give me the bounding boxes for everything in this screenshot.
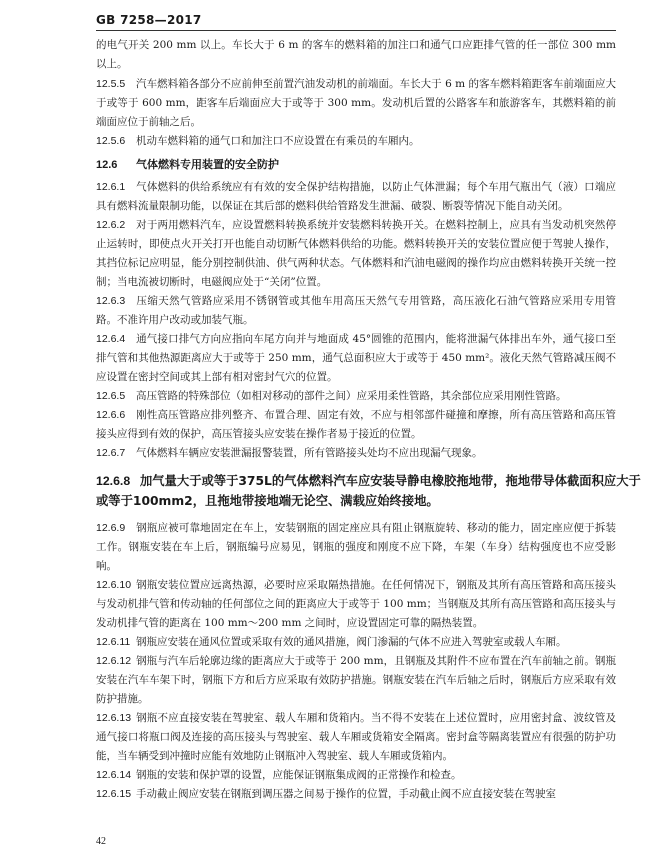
clause-text: 钢瓶应安装在通风位置或采取有效的通风措施，阀门渗漏的气体不应进入驾驶室或载人车厢。 [136,636,567,648]
clause-number: 12.6.2 [96,219,126,231]
clause-number: 12.6.13 [96,712,132,724]
document-body [96,36,641,804]
clause-number: 12.6.7 [96,447,126,459]
clause-number: 12.6.11 [96,636,131,648]
clause-number: 12.6.8 [96,474,131,488]
clause [96,387,616,406]
clause [96,178,616,216]
clause-text: 汽车燃料箱各部分不应前伸至前置汽油发动机的前端面。车长大于 6 m 的客车燃料箱距客车前端面应大于或等于 600 mm，距客车后端面应大于或等于 300 mm。发动机后置的公路客车和旅游客车，其燃料箱的前端面应位于前轴之后。 [96,78,616,128]
clauses-12-5 [96,75,616,151]
clause [96,444,616,463]
clause-text: 加气量大于或等于375L的气体燃料汽车应安装导静电橡胶拖地带，拖地带导体截面积应大于或等于100mm2，且拖地带接地端无论空、满载应始终接地。 [96,474,641,508]
clause-number: 12.5.6 [96,135,126,147]
clause-number: 12.6.10 [96,579,132,591]
clauses-12-6-b [96,519,616,804]
clause-highlighted [96,471,644,511]
section-number: 12.6 [96,159,118,171]
page-number: 42 [96,836,106,847]
clause-text: 气体燃料车辆应安装泄漏报警装置，所有管路接头处均不应出现漏气现象。 [136,447,483,459]
clause-number: 12.6.5 [96,390,126,402]
clause-text: 钢瓶不应直接安装在驾驶室、载人车厢和货箱内。当不得不安装在上述位置时，应用密封盒、波纹管及通气接口将瓶口阀及连接的高压接头与驾驶室、载人车厢或货箱安全隔离。密封盒等隔离装置应有很强的防护功能，当车辆受到冲撞时应能有效地防止钢瓶冲入驾驶室、载人车厢或货箱内。 [96,712,616,762]
clause-text: 压缩天然气管路应采用不锈钢管或其他车用高压天然气专用管路，高压液化石油气管路应采用专用管路。不准许用户改动或加装气瓶。 [96,295,616,326]
clause [96,576,616,633]
clause [96,330,616,387]
section-heading [96,154,616,176]
clause [96,292,616,330]
clause-number: 12.6.15 [96,788,132,800]
clause-number: 12.6.3 [96,295,126,307]
standard-number: GB 7258—2017 [96,13,202,27]
clause-number: 12.5.5 [96,78,126,90]
clause-text: 钢瓶安装位置应远离热源，必要时应采取隔热措施。在任何情况下，钢瓶及其所有高压管路和高压接头与发动机排气管和传动轴的任何部位之间的距离应大于或等于 100 mm；当钢瓶及其所有高压管路和高压接头与发动机排气管的距离在 100 mm～200 mm 之间时，应设置固定可靠的隔热装置。 [96,579,616,629]
clause-text: 机动车燃料箱的通气口和加注口不应设置在有乘员的车厢内。 [136,135,420,147]
continued-paragraph: 的电气开关 200 mm 以上。车长大于 6 m 的客车的燃料箱的加注口和通气口应距排气管的任一部位 300 mm 以上。 [96,39,616,70]
clause-text: 对于两用燃料汽车，应设置燃料转换系统并安装燃料转换开关。在燃料控制上，应具有当发动机突然停止运转时，即使点火开关打开也能自动切断气体燃料供给的功能。燃料转换开关的安装位置应便于驾驶人操作，其挡位标记应明显，能分别控制供油、供气两种状态。气体燃料和汽油电磁阀的操作均应由燃料转换开关统一控制；当电流被切断时，电磁阀应处于“关闭”位置。 [96,219,616,288]
header-rule [96,30,616,31]
clause [96,766,616,785]
clause-text: 气体燃料的供给系统应有有效的安全保护结构措施，以防止气体泄漏；每个车用气瓶出气（液）口端应具有燃料流量限制功能，以保证在其后部的燃料供给管路发生泄漏、破裂、断裂等情况下能自动关闭。 [96,181,616,212]
clause-text: 高压管路的特殊部位（如相对移动的部件之间）应采用柔性管路，其余部位应采用刚性管路。 [136,390,567,402]
clause-text: 手动截止阀应安装在钢瓶到调压器之间易于操作的位置，手动截止阀不应直接安装在驾驶室 [136,788,556,800]
clause [96,406,616,444]
clause [96,132,616,151]
clause-text: 钢瓶应被可靠地固定在车上，安装钢瓶的固定座应具有阻止钢瓶旋转、移动的能力，固定座应便于拆装工作。钢瓶安装在车上后，钢瓶编号应易见，钢瓶的强度和刚度不应下降，车架（车身）结构强度也不应受影响。 [96,522,616,572]
clause-text: 刚性高压管路应排列整齐、布置合理、固定有效，不应与相邻部件碰撞和摩擦，所有高压管路和高压管接头应得到有效的保护，高压管接头应安装在操作者易于接近的位置。 [96,409,616,440]
clause-text: 通气接口排气方向应指向车尾方向并与地面成 45°圆锥的范围内，能将泄漏气体排出车外，通气接口至排气管和其他热源距离应大于或等于 250 mm，通气总面积应大于或等于 450 mm²。液化天然气管路减压阀不应设置在密封空间或其上部有相对密封气穴的位置。 [96,333,616,383]
clause [96,709,616,766]
clause [96,75,616,132]
clause-number: 12.6.1 [96,181,126,193]
clause [96,785,616,804]
clause-number: 12.6.4 [96,333,126,345]
clause-number: 12.6.14 [96,769,132,781]
clause [96,519,616,576]
clause [96,216,616,292]
clause-number: 12.6.9 [96,522,126,534]
clause-text: 钢瓶与汽车后轮廓边缘的距离应大于或等于 200 mm，且钢瓶及其附件不应布置在汽车前轴之前。钢瓶安装在汽车车架下时，钢瓶下方和后方应采取有效防护措施。钢瓶安装在汽车后轴之后时，钢瓶后方应采取有效防护措施。 [96,655,616,705]
clause [96,652,616,709]
clause-number: 12.6.6 [96,409,126,421]
clause-text: 钢瓶的安装和保护罩的设置，应能保证钢瓶集成阀的正常操作和检查。 [136,769,462,781]
section-title: 气体燃料专用装置的安全防护 [136,158,279,171]
clause [96,633,616,652]
clauses-12-6-a [96,178,616,463]
clause-number: 12.6.12 [96,655,132,667]
